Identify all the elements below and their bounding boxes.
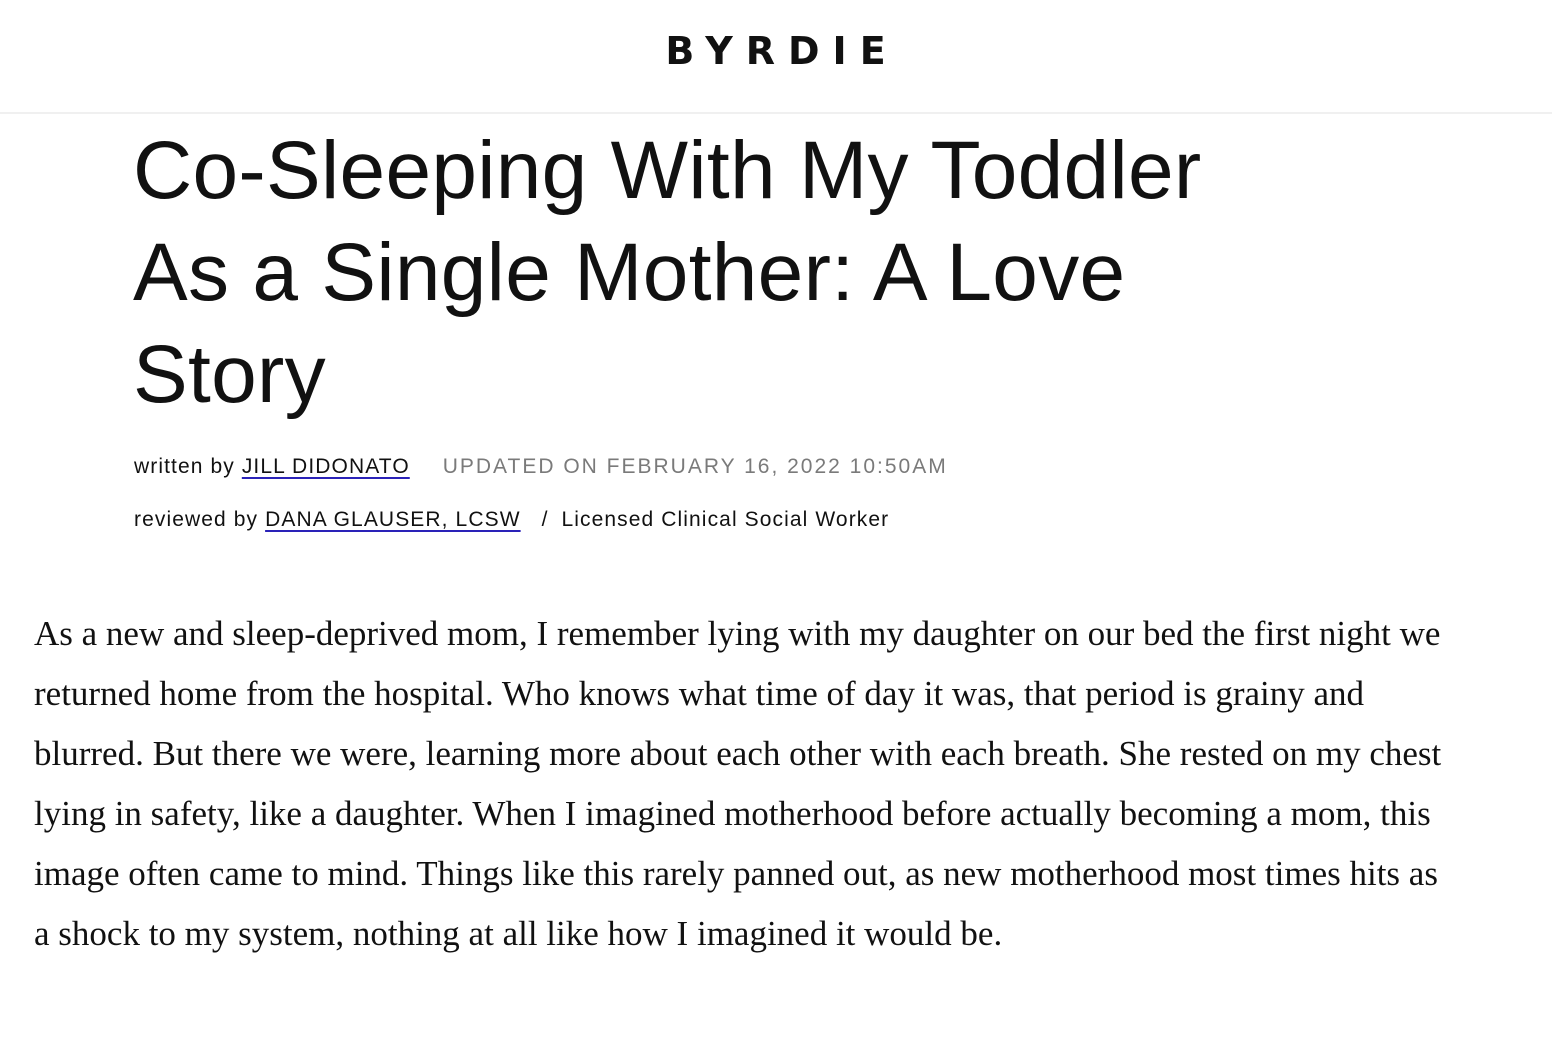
site-header [0,0,1552,114]
byline-reviewed [134,508,889,532]
reviewer-title: Licensed Clinical Social Worker [561,508,890,531]
written-by-label: written by [134,455,235,478]
author-link[interactable]: JILL DIDONATO [241,455,410,478]
updated-date: UPDATED ON FEBRUARY 16, 2022 10:50AM [442,455,948,478]
byrdie-logo[interactable]: BYRDIE [665,29,899,73]
byline-separator: / [541,508,549,531]
byline-written [134,455,948,479]
reviewed-by-label: reviewed by [134,508,259,531]
article-paragraph: As a new and sleep-deprived mom, I remember lying with my daughter on our bed the first night we returned home from the hospital. Who knows what time of day it was, that period is grainy and blurred. But there we were, learning more about each other with each breath. She rested on my chest lying in safety, like a daughter. When I imagined motherhood before actually becoming a mom, this image often came to mind. Things like this rarely panned out, as new motherhood most times hits as a shock to my system, nothing at all like how I imagined it would be. [34,614,1442,953]
reviewer-link[interactable]: DANA GLAUSER, LCSW [265,508,521,531]
article-title: Co-Sleeping With My Toddler As a Single Mother: A Love Story [133,125,1202,420]
